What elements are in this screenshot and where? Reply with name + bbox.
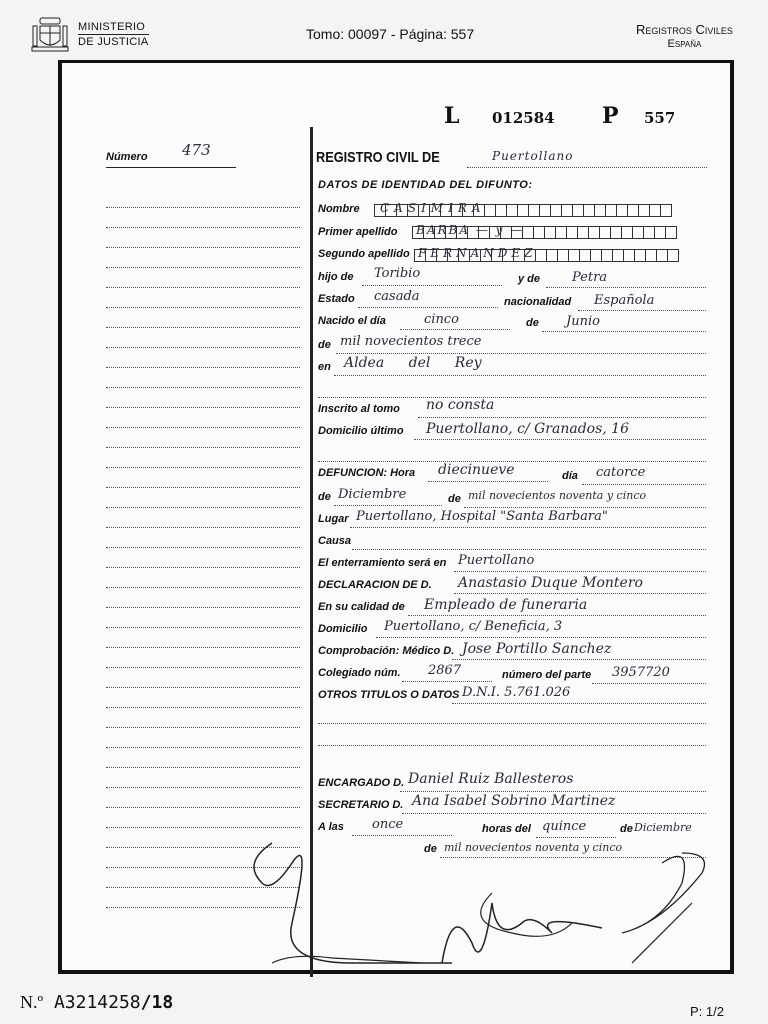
left-ruled-line bbox=[106, 387, 300, 388]
domicilio2-label: Domicilio bbox=[318, 623, 368, 635]
primer-apellido-value: BARBA — y — bbox=[416, 223, 525, 237]
y-de-line bbox=[546, 287, 706, 288]
nacionalidad-line bbox=[578, 310, 706, 311]
left-ruled-line bbox=[106, 307, 300, 308]
registros-line-2: España bbox=[667, 38, 702, 50]
domicilio-value: Puertollano, c/ Granados, 16 bbox=[426, 421, 629, 437]
blank-line-4 bbox=[318, 745, 706, 746]
estado-label: Estado bbox=[318, 293, 355, 305]
left-ruled-line bbox=[106, 747, 300, 748]
dia-label: día bbox=[562, 470, 578, 482]
left-ruled-line bbox=[106, 647, 300, 648]
def-anio-line bbox=[464, 507, 706, 508]
registros-civiles bbox=[636, 22, 733, 52]
left-ruled-line bbox=[106, 227, 300, 228]
final-anio: mil novecientos noventa y cinco bbox=[444, 841, 623, 854]
left-ruled-line bbox=[106, 787, 300, 788]
tomo-pagina: Tomo: 00097 - Página: 557 bbox=[306, 26, 475, 42]
declaracion-label: DECLARACION DE D. bbox=[318, 579, 432, 591]
document-serial bbox=[20, 992, 173, 1013]
estado-value: casada bbox=[374, 289, 420, 304]
left-ruled-line bbox=[106, 287, 300, 288]
blank-line-3 bbox=[318, 723, 706, 724]
secretario-label: SECRETARIO D. bbox=[318, 799, 404, 811]
comprobacion-value: Jose Portillo Sanchez bbox=[462, 641, 612, 657]
segundo-apellido-label: Segundo apellido bbox=[318, 248, 410, 260]
serial-number: A3214258 bbox=[53, 992, 141, 1013]
registros-line-1: Registros Civiles bbox=[636, 22, 733, 37]
left-ruled-line bbox=[106, 467, 300, 468]
left-ruled-line bbox=[106, 407, 300, 408]
segundo-apellido-value: FERNANDEZ bbox=[418, 246, 537, 260]
numero-value: 473 bbox=[182, 141, 211, 159]
blank-line-1 bbox=[318, 397, 706, 398]
comprobacion-line bbox=[452, 659, 706, 660]
nacionalidad-value: Española bbox=[594, 293, 655, 308]
estado-line bbox=[358, 307, 498, 308]
nacido-anio: mil novecientos trece bbox=[340, 334, 482, 349]
registro-line bbox=[467, 167, 707, 168]
left-ruled-line bbox=[106, 587, 300, 588]
coat-of-arms-icon bbox=[30, 16, 70, 54]
encargado-label: ENCARGADO D. bbox=[318, 777, 405, 789]
left-ruled-line bbox=[106, 447, 300, 448]
inscrito-line bbox=[418, 417, 706, 418]
parte-line bbox=[592, 683, 706, 684]
final-de-label: de bbox=[424, 843, 437, 855]
causa-line bbox=[352, 549, 706, 550]
domicilio2-value: Puertollano, c/ Beneficia, 3 bbox=[384, 619, 563, 634]
ministry-line-1: MINISTERIO bbox=[78, 21, 146, 33]
de-dic-label: de bbox=[620, 823, 633, 835]
colegiado-value: 2867 bbox=[428, 663, 462, 678]
defuncion-label: DEFUNCION: Hora bbox=[318, 467, 416, 479]
char-box bbox=[667, 249, 679, 262]
nombre-label: Nombre bbox=[318, 203, 360, 215]
serial-suffix: /18 bbox=[140, 992, 174, 1013]
calidad-value: Empleado de funeraria bbox=[424, 597, 588, 613]
domicilio2-line bbox=[376, 637, 706, 638]
death-record-form bbox=[58, 60, 734, 974]
nacido-mes-line bbox=[542, 331, 706, 332]
registro-value: Puertollano bbox=[492, 149, 574, 163]
numero-label: Número bbox=[106, 151, 148, 163]
alas-label: A las bbox=[318, 821, 344, 833]
domicilio-line bbox=[414, 439, 706, 440]
page-indicator: P: 1/2 bbox=[690, 1004, 724, 1019]
left-ruled-line bbox=[106, 567, 300, 568]
left-ruled-line bbox=[106, 667, 300, 668]
parte-label: número del parte bbox=[502, 669, 592, 681]
nacido-dia: cinco bbox=[424, 312, 459, 327]
declaracion-line bbox=[454, 593, 706, 594]
defuncion-dia-line bbox=[582, 484, 706, 485]
left-ruled-line bbox=[106, 327, 300, 328]
left-ruled-line bbox=[106, 627, 300, 628]
serial-prefix: N.º bbox=[20, 992, 44, 1012]
en-line bbox=[334, 375, 706, 376]
left-ruled-line bbox=[106, 687, 300, 688]
nacido-mes: Junio bbox=[566, 314, 600, 329]
nombre-value: CASIMIRA bbox=[380, 201, 486, 215]
calidad-label: En su calidad de bbox=[318, 601, 405, 613]
inscrito-label: Inscrito al tomo bbox=[318, 403, 400, 415]
colegiado-label: Colegiado núm. bbox=[318, 667, 401, 679]
ministry-name bbox=[78, 20, 149, 49]
left-ruled-line bbox=[106, 767, 300, 768]
lugar-line bbox=[350, 527, 706, 528]
secretario-value: Ana Isabel Sobrino Martinez bbox=[412, 793, 616, 809]
horas-label: horas del bbox=[482, 823, 531, 835]
def-mes: Diciembre bbox=[338, 487, 407, 502]
def-mes-line bbox=[334, 505, 442, 506]
book-number: 012584 bbox=[492, 109, 555, 127]
enterramiento-label: El enterramiento será en bbox=[318, 557, 447, 569]
left-ruled-line bbox=[106, 527, 300, 528]
book-letter-l: L bbox=[444, 103, 460, 129]
left-ruled-line bbox=[106, 547, 300, 548]
left-ruled-line bbox=[106, 247, 300, 248]
left-ruled-line bbox=[106, 507, 300, 508]
left-ruled-line bbox=[106, 707, 300, 708]
de-dic-value: Diciembre bbox=[634, 821, 692, 834]
parte-value: 3957720 bbox=[612, 665, 670, 680]
def-anio: mil novecientos noventa y cinco bbox=[468, 489, 647, 502]
en-label: en bbox=[318, 361, 331, 373]
primer-apellido-label: Primer apellido bbox=[318, 226, 398, 238]
otros-label: OTROS TITULOS O DATOS bbox=[318, 689, 460, 701]
char-box bbox=[660, 204, 672, 217]
en-value: Aldea del Rey bbox=[344, 355, 482, 371]
otros-line bbox=[452, 703, 706, 704]
y-de-label: y de bbox=[518, 273, 541, 285]
defuncion-hora-line bbox=[428, 481, 548, 482]
datos-label: DATOS DE IDENTIDAD DEL DIFUNTO: bbox=[318, 179, 533, 191]
numero-underline bbox=[106, 167, 236, 168]
declaracion-value: Anastasio Duque Montero bbox=[458, 575, 643, 591]
secretario-line bbox=[402, 813, 706, 814]
left-ruled-line bbox=[106, 207, 300, 208]
page-number: 557 bbox=[644, 109, 676, 127]
left-ruled-line bbox=[106, 487, 300, 488]
enterramiento-line bbox=[454, 571, 706, 572]
left-ruled-line bbox=[106, 267, 300, 268]
lugar-label: Lugar bbox=[318, 513, 349, 525]
otros-value: D.N.I. 5.761.026 bbox=[462, 685, 571, 700]
ministry-line-2: DE JUSTICIA bbox=[78, 36, 149, 48]
nacionalidad-label: nacionalidad bbox=[504, 296, 572, 308]
nacido-dia-line bbox=[400, 329, 510, 330]
alas-value: once bbox=[372, 817, 404, 832]
char-box bbox=[665, 226, 677, 239]
encargado-line bbox=[400, 791, 706, 792]
hijo-de-label: hijo de bbox=[318, 271, 354, 283]
lugar-value: Puertollano, Hospital "Santa Barbara" bbox=[356, 509, 608, 524]
nacido-anio-line bbox=[336, 353, 706, 354]
registro-label: REGISTRO CIVIL DE bbox=[316, 149, 440, 166]
left-ruled-line bbox=[106, 727, 300, 728]
defuncion-dia: catorce bbox=[596, 465, 646, 480]
comprobacion-label: Comprobación: Médico D. bbox=[318, 645, 455, 657]
y-de-value: Petra bbox=[572, 270, 608, 285]
nacido-de-label: de bbox=[526, 317, 539, 329]
signatures-icon bbox=[242, 823, 722, 973]
encargado-value: Daniel Ruiz Ballesteros bbox=[408, 771, 574, 787]
def-de-label: de bbox=[318, 491, 331, 503]
defuncion-hora: diecinueve bbox=[438, 462, 515, 478]
colegiado-line bbox=[402, 681, 492, 682]
left-ruled-line bbox=[106, 607, 300, 608]
page-letter-p: P bbox=[602, 103, 619, 129]
calidad-line bbox=[408, 615, 706, 616]
enterramiento-value: Puertollano bbox=[458, 553, 535, 568]
hijo-de-line bbox=[362, 285, 502, 286]
def-de2-label: de bbox=[448, 493, 461, 505]
nacido-label: Nacido el día bbox=[318, 315, 386, 327]
left-ruled-line bbox=[106, 367, 300, 368]
nacido-anio-label: de bbox=[318, 339, 331, 351]
causa-label: Causa bbox=[318, 535, 352, 547]
domicilio-label: Domicilio último bbox=[318, 425, 404, 437]
left-ruled-line bbox=[106, 427, 300, 428]
inscrito-value: no consta bbox=[426, 397, 495, 413]
horas-value: quince bbox=[542, 819, 587, 834]
left-ruled-line bbox=[106, 807, 300, 808]
hijo-de-value: Toribio bbox=[374, 266, 421, 281]
left-ruled-line bbox=[106, 347, 300, 348]
